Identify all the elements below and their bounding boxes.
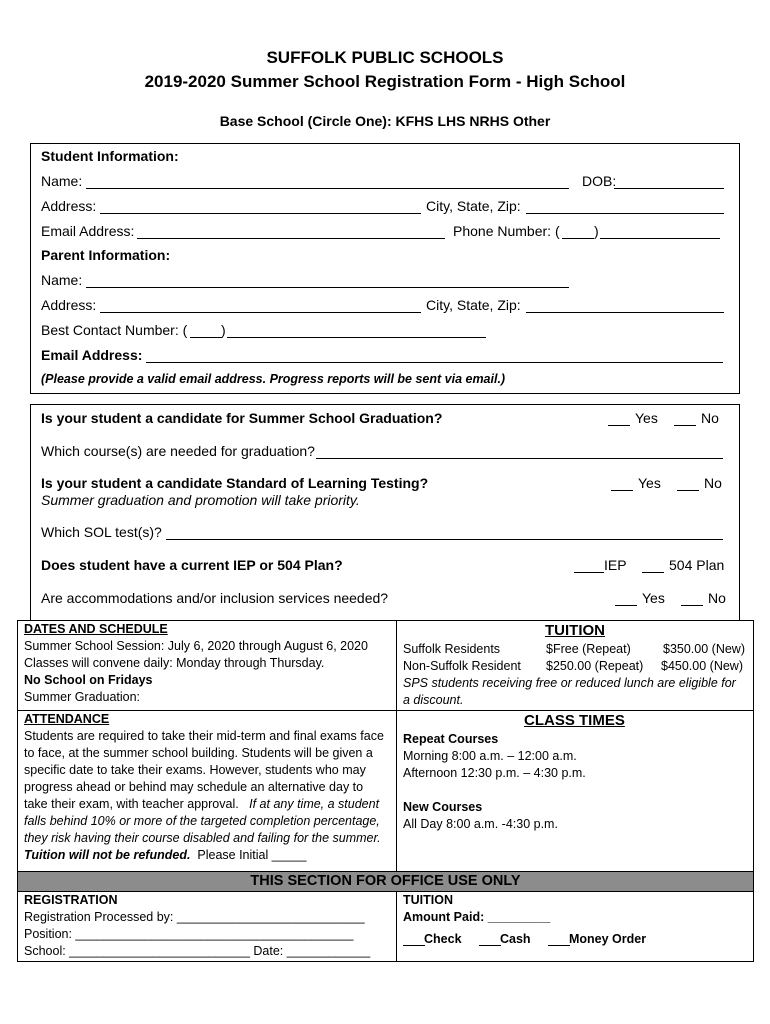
- attendance-text: take their exam, with teacher approval.: [24, 797, 250, 811]
- email-note: (Please provide a valid email address. Progress reports will be sent via email.): [41, 372, 506, 386]
- questions-box: [30, 404, 740, 621]
- attendance-heading: ATTENDANCE: [24, 712, 110, 726]
- iep-field[interactable]: [574, 572, 604, 573]
- sol-tests-question: Which SOL test(s)?: [41, 524, 162, 540]
- dates-no-fridays: No School on Fridays: [24, 673, 153, 687]
- accommodations-yes-label: Yes: [642, 590, 665, 606]
- parent-address-label: Address:: [41, 297, 97, 313]
- parent-name-field[interactable]: [86, 287, 569, 288]
- tuition-r2-label: Non-Suffolk Resident: [403, 659, 521, 673]
- contact-number-field[interactable]: [227, 337, 486, 338]
- graduation-yes-label: Yes: [635, 410, 658, 426]
- plan504-label: 504 Plan: [669, 557, 725, 573]
- contact-paren: ): [221, 322, 226, 338]
- student-address-label: Address:: [41, 198, 97, 214]
- student-csz-label: City, State, Zip:: [426, 198, 521, 214]
- info-table-divider: [396, 620, 397, 872]
- office-tuition-heading: TUITION: [403, 893, 453, 907]
- student-name-label: Name:: [41, 173, 83, 189]
- amount-paid-field[interactable]: Amount Paid: _________: [403, 910, 551, 924]
- sol-no-field[interactable]: [677, 490, 699, 491]
- attendance-line: [24, 797, 379, 811]
- dates-session: Summer School Session: July 6, 2020 through August 6, 2020: [24, 639, 368, 653]
- parent-info-heading: Parent Information:: [41, 247, 171, 263]
- new-allday: All Day 8:00 a.m. -4:30 p.m.: [403, 817, 558, 831]
- school-date-field[interactable]: School: __________________________ Date: ____________: [24, 944, 371, 958]
- parent-email-field[interactable]: [146, 362, 723, 363]
- cash-label: Cash: [500, 932, 531, 946]
- tuition-r2-repeat: $250.00 (Repeat): [546, 659, 644, 673]
- student-info-heading: Student Information:: [41, 148, 179, 164]
- tuition-r1-label: Suffolk Residents: [403, 642, 501, 656]
- attendance-line: Students are required to take their mid-term and final exams face: [24, 729, 384, 743]
- money-order-blank[interactable]: [548, 945, 570, 946]
- graduation-yes-field[interactable]: [608, 425, 630, 426]
- courses-question: Which course(s) are needed for graduation?: [41, 443, 315, 459]
- repeat-morning: Morning 8:00 a.m. – 12:00 a.m.: [403, 749, 577, 763]
- sol-yes-field[interactable]: [611, 490, 633, 491]
- repeat-courses-heading: Repeat Courses: [403, 732, 499, 746]
- parent-email-label: Email Address:: [41, 347, 143, 363]
- dob-label: DOB:: [582, 173, 617, 189]
- tuition-r1-repeat: $Free (Repeat): [546, 642, 631, 656]
- sol-no-label: No: [704, 475, 722, 491]
- parent-csz-field[interactable]: [526, 312, 724, 313]
- tuition-heading: TUITION: [545, 622, 605, 639]
- parent-name-label: Name:: [41, 272, 83, 288]
- tuition-r2-new: $450.00 (New): [661, 659, 743, 673]
- attendance-line: progress ahead or behind may schedule an alternative day to: [24, 780, 364, 794]
- new-courses-heading: New Courses: [403, 800, 483, 814]
- office-divider: [396, 891, 397, 962]
- attendance-line: specific date to take their exams. However, students who may: [24, 763, 366, 777]
- accommodations-no-label: No: [708, 590, 726, 606]
- parent-csz-label: City, State, Zip:: [426, 297, 521, 313]
- check-blank[interactable]: [403, 945, 425, 946]
- attendance-warning-line: they risk having their course disabled and failing for the summer.: [24, 831, 381, 845]
- office-use-banner: THIS SECTION FOR OFFICE USE ONLY: [18, 872, 753, 891]
- phone-paren: ): [594, 223, 599, 239]
- plan504-field[interactable]: [642, 572, 664, 573]
- repeat-afternoon: Afternoon 12:30 p.m. – 4:30 p.m.: [403, 766, 586, 780]
- check-label: Check: [424, 932, 462, 946]
- attendance-refund-line: [24, 848, 307, 862]
- processed-by-field[interactable]: Registration Processed by: ___________________________: [24, 910, 365, 924]
- student-name-field[interactable]: [86, 188, 569, 189]
- phone-area-field[interactable]: [562, 238, 594, 239]
- accommodations-question: Are accommodations and/or inclusion services needed?: [41, 590, 389, 606]
- graduation-no-label: No: [701, 410, 719, 426]
- dob-field[interactable]: [614, 188, 724, 189]
- initial-field[interactable]: Please Initial _____: [190, 848, 307, 862]
- sol-note: Summer graduation and promotion will take priority.: [41, 492, 360, 508]
- contact-number-label: Best Contact Number: (: [41, 322, 188, 338]
- student-address-field[interactable]: [100, 213, 421, 214]
- base-school-choice[interactable]: Base School (Circle One): KFHS LHS NRHS Other: [219, 113, 551, 129]
- sol-question: Is your student a candidate Standard of Learning Testing?: [41, 475, 429, 491]
- form-title: SUFFOLK PUBLIC SCHOOLS: [266, 48, 504, 67]
- form-subtitle: 2019-2020 Summer School Registration Form - High School: [144, 72, 626, 91]
- iep-question: Does student have a current IEP or 504 Plan?: [41, 557, 343, 573]
- cash-blank[interactable]: [479, 945, 501, 946]
- tuition-r1-new: $350.00 (New): [663, 642, 745, 656]
- iep-label: IEP: [604, 557, 627, 573]
- office-banner-bottom: [17, 891, 754, 892]
- parent-address-field[interactable]: [100, 312, 421, 313]
- sol-tests-field[interactable]: [166, 539, 723, 540]
- money-order-label: Money Order: [569, 932, 647, 946]
- student-email-field[interactable]: [137, 238, 445, 239]
- attendance-warning-line: falls behind 10% or more of the targeted completion percentage,: [24, 814, 380, 828]
- tuition-note-1: SPS students receiving free or reduced lunch are eligible for: [403, 676, 736, 690]
- dates-graduation: Summer Graduation:: [24, 690, 141, 704]
- graduation-question: Is your student a candidate for Summer School Graduation?: [41, 410, 443, 426]
- dates-heading: DATES AND SCHEDULE: [24, 622, 168, 636]
- accommodations-no-field[interactable]: [681, 605, 703, 606]
- contact-area-field[interactable]: [190, 337, 222, 338]
- phone-number-field[interactable]: [600, 238, 720, 239]
- position-field[interactable]: Position: ________________________________________: [24, 927, 354, 941]
- accommodations-yes-field[interactable]: [615, 605, 637, 606]
- info-table-row-divider: [17, 710, 754, 711]
- graduation-no-field[interactable]: [674, 425, 696, 426]
- attendance-line: to face, at the summer school building. Students will be given a: [24, 746, 373, 760]
- registration-heading: REGISTRATION: [24, 893, 118, 907]
- dates-convene: Classes will convene daily: Monday through Thursday.: [24, 656, 325, 670]
- student-csz-field[interactable]: [526, 213, 724, 214]
- tuition-note-2: a discount.: [403, 693, 464, 707]
- attendance-warning: If at any time, a student: [249, 797, 380, 811]
- class-times-heading: CLASS TIMES: [524, 712, 625, 729]
- phone-label: Phone Number: (: [453, 223, 560, 239]
- student-email-label: Email Address:: [41, 223, 135, 239]
- sol-yes-label: Yes: [638, 475, 661, 491]
- no-refund-text: Tuition will not be refunded.: [24, 848, 191, 862]
- courses-field[interactable]: [316, 458, 723, 459]
